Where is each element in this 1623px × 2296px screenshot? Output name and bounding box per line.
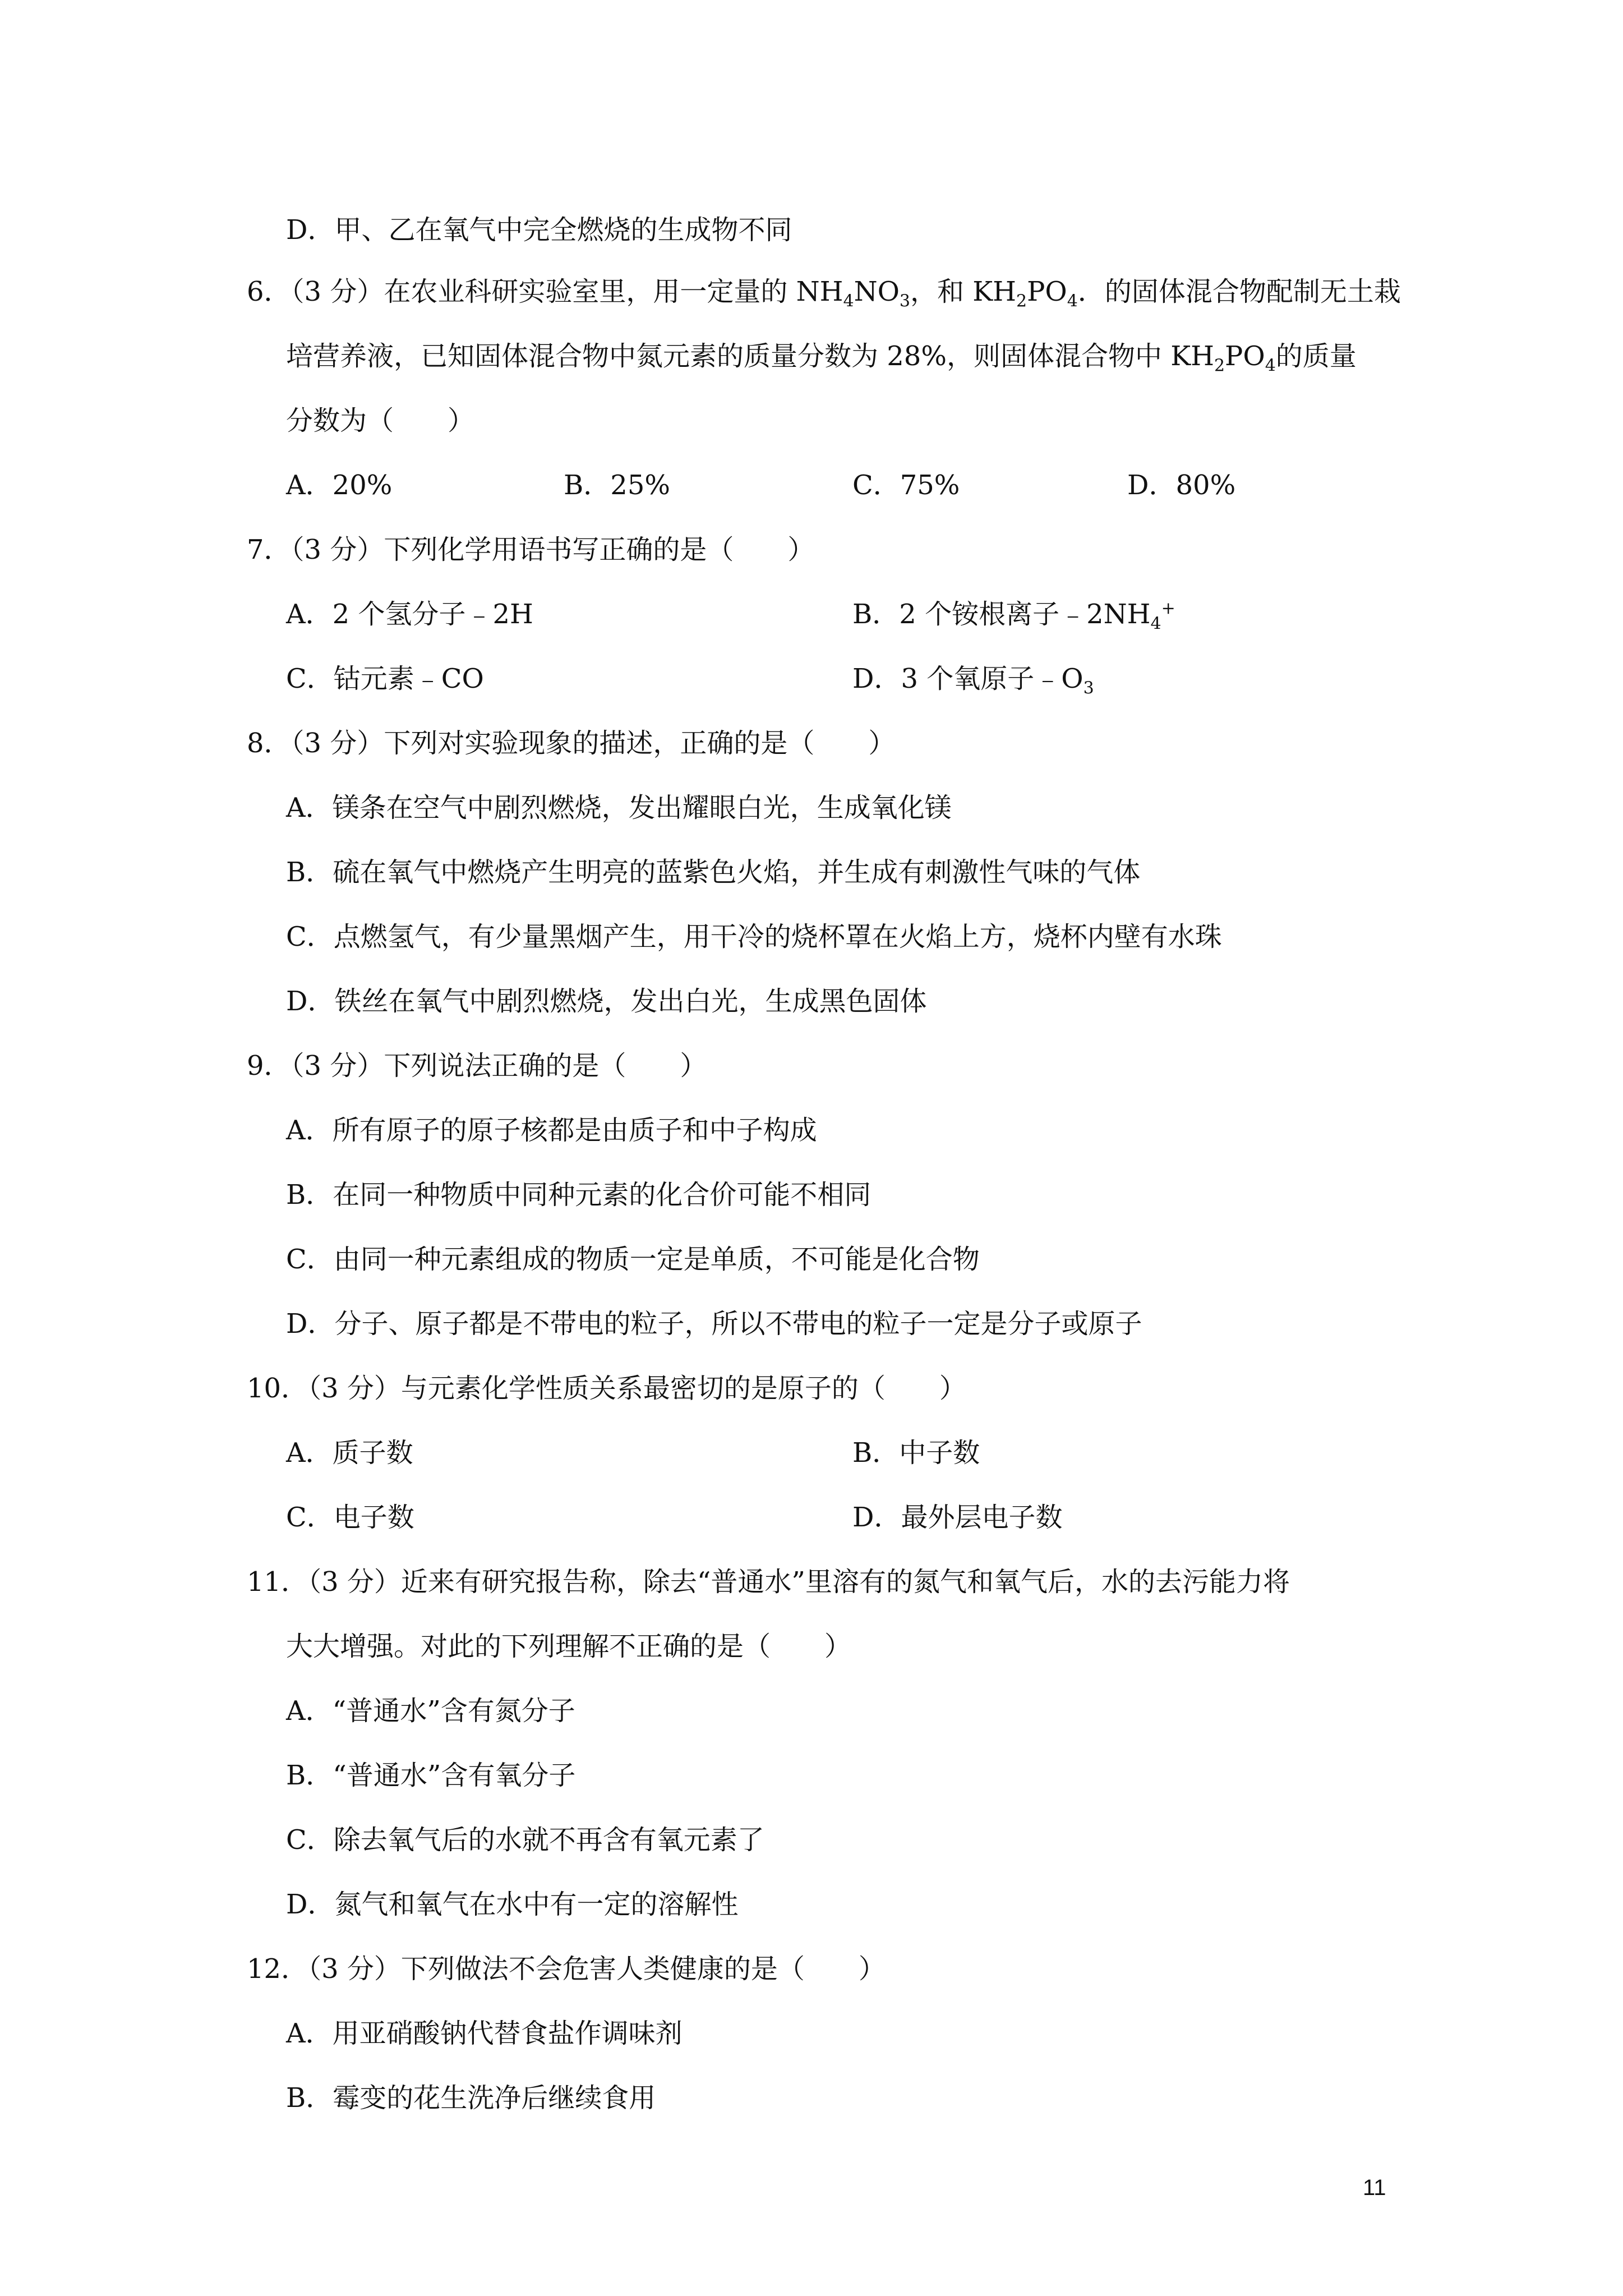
q6-option-c: C．75% (852, 470, 960, 501)
q11-option-a: A．“普通水”含有氮分子 (286, 1695, 575, 1727)
q12-option-b: B．霉变的花生洗净后继续食用 (286, 2082, 656, 2114)
q10-stem: 10．（3 分）与元素化学性质关系最密切的是原子的（ ） (247, 1373, 966, 1404)
q5-option-d: D．甲、乙在氧气中完全燃烧的生成物不同 (286, 214, 792, 246)
q11-option-d: D．氮气和氧气在水中有一定的溶解性 (286, 1889, 739, 1920)
q6-stem-line3: 分数为（ ） (286, 405, 475, 436)
q10-option-b: B．中子数 (852, 1437, 980, 1469)
q7-option-c: C．钴元素﹣CO (286, 663, 484, 694)
q7-option-d: D．3 个氧原子$﹣O_3$ (852, 663, 1094, 698)
q11-option-c: C．除去氧气后的水就不再含有氧元素了 (286, 1824, 764, 1856)
q6-option-d: D．80% (1127, 470, 1236, 501)
q8-option-c: C．点燃氢气，有少量黑烟产生，用干冷的烧杯罩在火焰上方，烧杯内壁有水珠 (286, 921, 1222, 953)
q9-option-d: D．分子、原子都是不带电的粒子，所以不带电的粒子一定是分子或原子 (286, 1308, 1142, 1340)
q12-option-a: A．用亚硝酸钠代替食盐作调味剂 (286, 2018, 683, 2049)
q12-stem: 12．（3 分）下列做法不会危害人类健康的是（ ） (247, 1953, 886, 1985)
q8-option-b: B．硫在氧气中燃烧产生明亮的蓝紫色火焰，并生成有刺激性气味的气体 (286, 857, 1141, 888)
q10-option-c: C．电子数 (286, 1502, 414, 1533)
q9-stem: 9．（3 分）下列说法正确的是（ ） (247, 1050, 707, 1082)
q11-stem-line2: 大大增强。对此的下列理解不正确的是（ ） (286, 1631, 852, 1662)
q6-option-a: A．20% (286, 470, 393, 501)
q8-option-d: D．铁丝在氧气中剧烈燃烧，发出白光，生成黑色固体 (286, 986, 927, 1017)
q7-option-b: B．2 个铵根离子$﹣2NH_4^+$ (852, 599, 1175, 634)
q11-stem-line1: 11．（3 分）近来有研究报告称，除去“普通水”里溶有的氮气和氧气后，水的去污能力将 (247, 1566, 1290, 1598)
q6-option-b: B．25% (564, 470, 670, 501)
q6-stem-line1: 6．（3 分）在农业科研实验室里，用一定量的 $NH_4NO_3$，和 $KH_2PO_4$．的固体混合物配制无土栽 (247, 276, 1401, 311)
q8-option-a: A．镁条在空气中剧烈燃烧，发出耀眼白光，生成氧化镁 (286, 792, 952, 823)
page-number: 11 (1363, 2175, 1386, 2200)
q7-option-a: A．2 个氢分子﹣2H (286, 599, 533, 630)
q9-option-b: B．在同一种物质中同种元素的化合价可能不相同 (286, 1179, 872, 1211)
q8-stem: 8．（3 分）下列对实验现象的描述，正确的是（ ） (247, 728, 896, 759)
q11-option-b: B．“普通水”含有氧分子 (286, 1760, 576, 1791)
q9-option-c: C．由同一种元素组成的物质一定是单质，不可能是化合物 (286, 1244, 980, 1275)
q9-option-a: A．所有原子的原子核都是由质子和中子构成 (286, 1115, 817, 1146)
q10-option-d: D．最外层电子数 (852, 1502, 1063, 1533)
q6-stem-line2: 培营养液，已知固体混合物中氮元素的质量分数为 28%，则固体混合物中 $KH_2PO_4$的质量 (286, 341, 1357, 376)
q10-option-a: A．质子数 (286, 1437, 413, 1469)
q7-stem: 7．（3 分）下列化学用语书写正确的是（ ） (247, 534, 815, 565)
